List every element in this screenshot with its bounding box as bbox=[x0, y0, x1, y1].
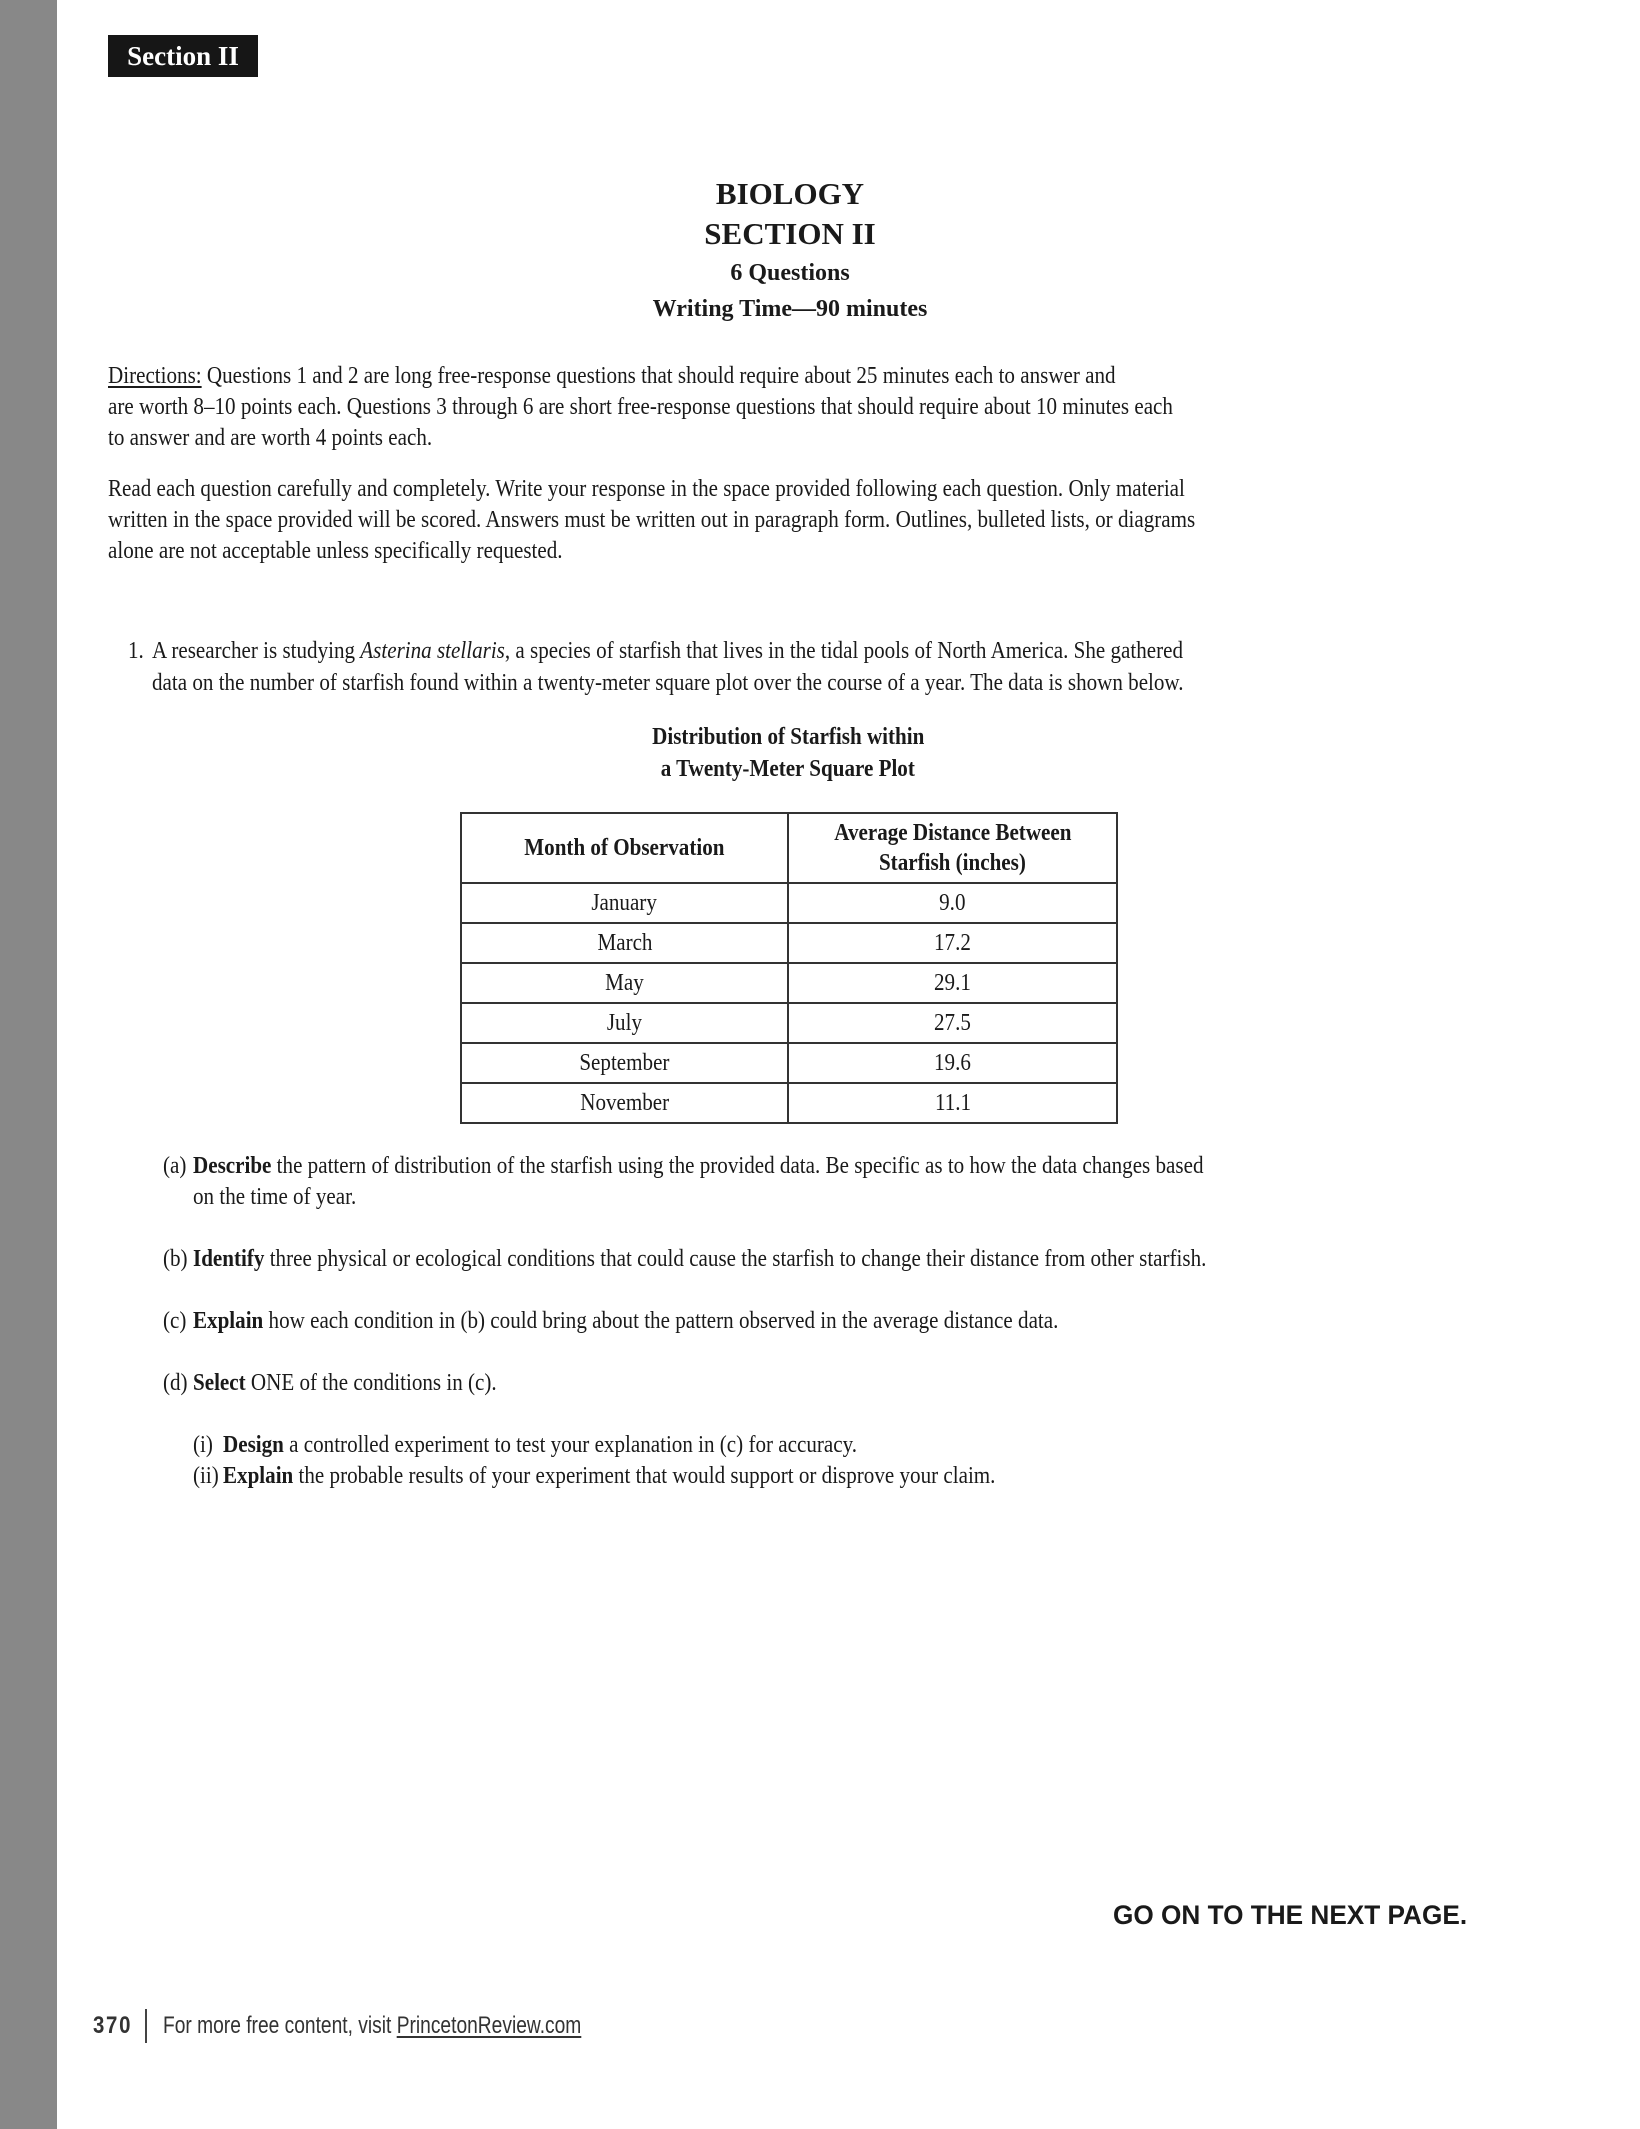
distance-cell: 9.0 bbox=[788, 883, 1117, 923]
question-1-line-2: data on the number of starfish found within a twenty-meter square plot over the course of a year. The data is shown below. bbox=[152, 669, 1184, 696]
subpart-i-label: (i) bbox=[193, 1431, 213, 1458]
table-row bbox=[461, 923, 1117, 963]
table-row bbox=[461, 1003, 1117, 1043]
month-cell: July bbox=[461, 1003, 788, 1043]
part-b-label: (b) bbox=[163, 1245, 188, 1272]
writing-time: Writing Time—90 minutes bbox=[652, 296, 928, 322]
page-footer bbox=[93, 2008, 686, 2044]
column-header-distance: Average Distance Between Starfish (inches) bbox=[788, 813, 1117, 883]
table-title-line-2: a Twenty-Meter Square Plot bbox=[660, 755, 916, 782]
subpart-ii-line: Explain the probable results of your experiment that would support or disprove your claim. bbox=[223, 1462, 996, 1489]
table-row bbox=[461, 1043, 1117, 1083]
question-count: 6 Questions bbox=[730, 260, 850, 286]
subpart-i-line: Design a controlled experiment to test your explanation in (c) for accuracy. bbox=[223, 1431, 858, 1458]
month-cell: November bbox=[461, 1083, 788, 1123]
section-heading: SECTION II bbox=[704, 216, 876, 251]
table-header-row bbox=[461, 813, 1117, 883]
go-on-next-page: GO ON TO THE NEXT PAGE. bbox=[1113, 1900, 1468, 1930]
table-title-line-1: Distribution of Starfish within bbox=[651, 723, 925, 750]
read-instructions-line-1: Read each question carefully and completely. Write your response in the space provided following each question. Only material bbox=[108, 475, 1185, 502]
species-name: Asterina stellaris bbox=[360, 637, 505, 664]
part-c-label: (c) bbox=[163, 1307, 187, 1334]
footer-text: For more free content, visit PrincetonReview.com bbox=[163, 2012, 582, 2039]
month-cell: March bbox=[461, 923, 788, 963]
month-cell: January bbox=[461, 883, 788, 923]
month-cell: September bbox=[461, 1043, 788, 1083]
question-1-number: 1. bbox=[128, 637, 144, 664]
distance-cell: 29.1 bbox=[788, 963, 1117, 1003]
part-c-line: Explain how each condition in (b) could bring about the pattern observed in the average distance data. bbox=[193, 1307, 1059, 1334]
princeton-review-link[interactable]: PrincetonReview.com bbox=[396, 2012, 582, 2039]
table-row bbox=[461, 1083, 1117, 1123]
page-number: 370 bbox=[93, 2012, 133, 2039]
subject-heading: BIOLOGY bbox=[715, 176, 865, 211]
part-d-line: Select ONE of the conditions in (c). bbox=[193, 1369, 497, 1396]
read-instructions-line-3: alone are not acceptable unless specifically requested. bbox=[108, 537, 563, 564]
directions-line-2: are worth 8–10 points each. Questions 3 through 6 are short free-response questions that should require about 10 minutes each bbox=[108, 393, 1173, 420]
subpart-ii-label: (ii) bbox=[193, 1462, 219, 1489]
read-instructions-line-2: written in the space provided will be scored. Answers must be written out in paragraph form. Outlines, bulleted lists, or diagrams bbox=[108, 506, 1196, 533]
part-b-line: Identify three physical or ecological conditions that could cause the starfish to change their distance from other starfish. bbox=[193, 1245, 1207, 1272]
directions-label: Directions: bbox=[108, 362, 202, 389]
part-d-label: (d) bbox=[163, 1369, 188, 1396]
directions-line-1: Directions: Questions 1 and 2 are long free-response questions that should require about 25 minutes each to answer and bbox=[108, 362, 1116, 389]
table-row bbox=[461, 883, 1117, 923]
starfish-distance-table bbox=[460, 812, 1118, 1124]
question-1-line-1: A researcher is studying Asterina stellaris, a species of starfish that lives in the tidal pools of North America. She gathered bbox=[152, 637, 1184, 664]
distance-cell: 19.6 bbox=[788, 1043, 1117, 1083]
part-a-line-1: Describe the pattern of distribution of the starfish using the provided data. Be specific as to how the data changes based bbox=[193, 1152, 1204, 1179]
section-badge bbox=[108, 35, 258, 77]
table-row bbox=[461, 963, 1117, 1003]
section-badge-label: Section II bbox=[127, 40, 239, 71]
directions-line-3: to answer and are worth 4 points each. bbox=[108, 424, 433, 451]
distance-cell: 11.1 bbox=[788, 1083, 1117, 1123]
distance-cell: 27.5 bbox=[788, 1003, 1117, 1043]
footer-divider bbox=[145, 2009, 147, 2043]
part-a-line-2: on the time of year. bbox=[193, 1183, 357, 1210]
part-a-label: (a) bbox=[163, 1152, 187, 1179]
distance-cell: 17.2 bbox=[788, 923, 1117, 963]
column-header-month: Month of Observation bbox=[461, 813, 788, 883]
month-cell: May bbox=[461, 963, 788, 1003]
